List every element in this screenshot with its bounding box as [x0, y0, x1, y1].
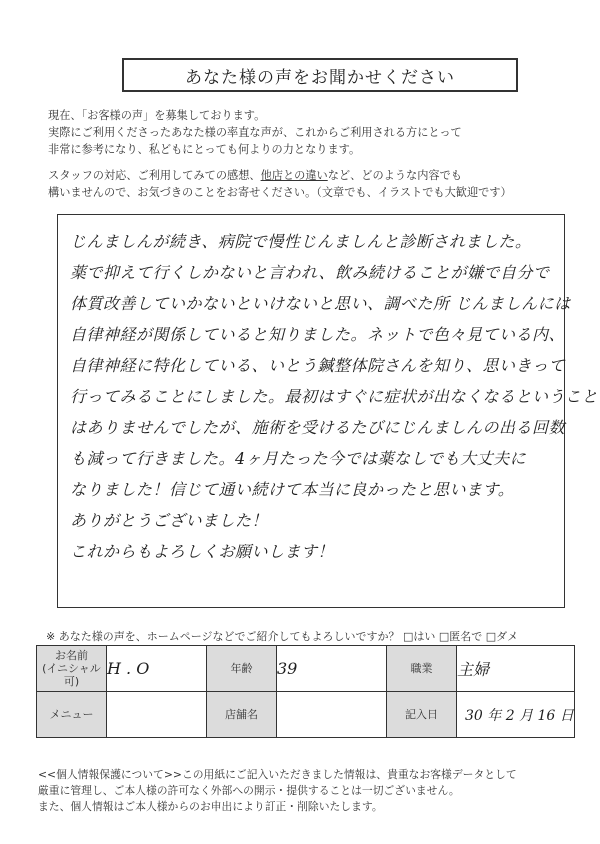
menu-label: メニュー — [37, 692, 107, 738]
intro-line-4-start: スタッフの対応、ご利用してみての感想、 — [48, 169, 261, 182]
intro-line-5: 構いませんので、お気づきのことをお寄せください。（文章でも、イラストでも大歓迎です） — [48, 186, 512, 199]
job-label: 職業 — [387, 646, 457, 692]
age-value: 39 — [277, 646, 387, 692]
store-label: 店舗名 — [207, 692, 277, 738]
testimonial-line: 行ってみることにしました。最初はすぐに症状が出なくなるということ — [70, 387, 599, 406]
name-label-note: (イニシャル可) — [42, 662, 101, 688]
store-value — [277, 692, 387, 738]
date-value: 30 年 2 月 16 日 — [457, 692, 575, 738]
intro-line-4 — [48, 167, 588, 184]
intro-line-2: 実際にご利用くださったあなた様の率直な声が、これからご利用される方にとって — [48, 126, 462, 139]
testimonial-line: 薬で抑えて行くしかないと言われ、飲み続けることが嫌で自分で — [70, 263, 550, 282]
customer-info-table — [36, 645, 575, 738]
privacy-notice — [38, 767, 588, 815]
name-value: H . O — [107, 646, 207, 692]
testimonial-line: これからもよろしくお願いします！ — [70, 542, 335, 561]
age-label: 年齢 — [207, 646, 277, 692]
testimonial-line: はありませんでしたが、施術を受けるたびにじんましんの出る回数 — [70, 418, 566, 437]
testimonial-line: 自律神経が関係していると知りました。ネットで色々見ている内、 — [70, 325, 566, 344]
testimonial-line: ありがとうございました！ — [70, 511, 269, 530]
testimonial-line: なりました！信じて通い続けて本当に良かったと思います。 — [70, 480, 515, 499]
name-label — [37, 646, 107, 692]
testimonial-line: も減って行きました。4ヶ月たった今では薬なしでも大丈夫に — [70, 449, 527, 468]
privacy-line-1: <<個人情報保護について>>この用紙にご記入いただきました情報は、貴重なお客様データとして — [38, 768, 517, 781]
intro-text — [48, 107, 588, 201]
name-label-main: お名前 — [55, 649, 88, 662]
form-title: あなた様の声をお聞かせください — [122, 58, 518, 92]
intro-underlined-phrase: 他店との違い — [260, 169, 328, 182]
testimonial-line: 体質改善していかないといけないと思い、調べた所 じんましんには — [70, 294, 571, 313]
intro-line-4-end: など、どのような内容でも — [327, 169, 462, 182]
intro-line-3: 非常に参考になり、私どもにとっても何よりの力となります。 — [48, 143, 361, 156]
testimonial-line: じんましんが続き、病院で慢性じんましんと診断されました。 — [70, 232, 532, 251]
consent-question: ※ あなた様の声を、ホームページなどでご紹介してもよろしいですか？ □はい □匿名で □ダメ — [46, 630, 519, 643]
menu-value — [107, 692, 207, 738]
testimonial-line: 自律神経に特化している、いとう鍼整体院さんを知り、思いきって — [70, 356, 566, 375]
privacy-line-2: 厳重に管理し、ご本人様の許可なく外部への開示・提供することは一切ございません。 — [38, 784, 460, 797]
date-label: 記入日 — [387, 692, 457, 738]
job-value: 主婦 — [457, 646, 575, 692]
privacy-line-3: また、個人情報はご本人様からのお申出により訂正・削除いたします。 — [38, 800, 383, 813]
intro-line-1: 現在、「お客様の声」を募集しております。 — [48, 109, 266, 122]
